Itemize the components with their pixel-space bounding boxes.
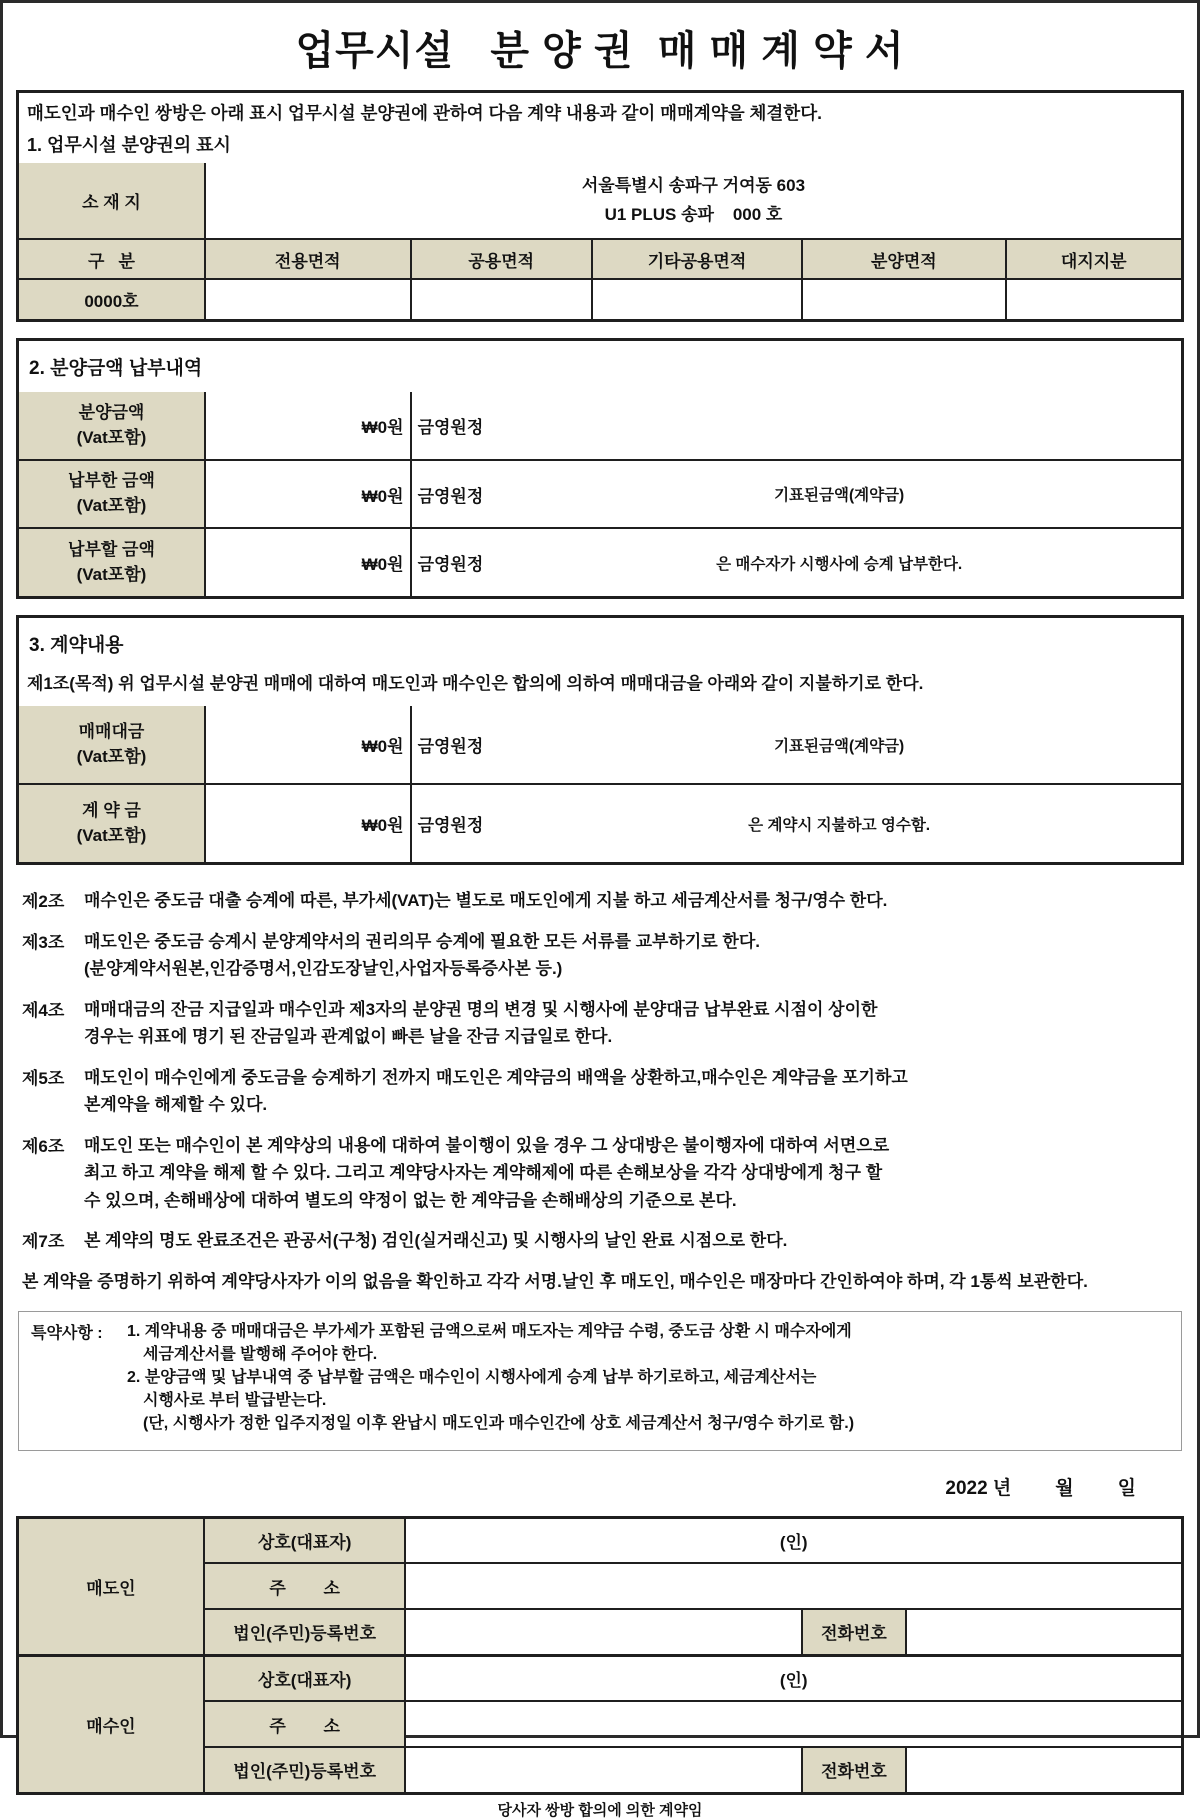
amount-note: 은 매수자가 시행사에 승계 납부한다. — [716, 555, 963, 573]
payment-row-paid-amount — [19, 460, 1181, 528]
special-terms-label: 특약사항 : — [31, 1324, 103, 1342]
clause-2: 제2조 매수인은 중도금 대출 승계에 따른, 부가세(VAT)는 별도로 매도인에게 지불 하고 세금계산서를 청구/영수 한다. — [22, 887, 1178, 915]
row-label: 납부할 금액 (Vat포함) — [19, 528, 205, 596]
clause-number: 제3조 — [22, 932, 65, 952]
column-header-land-share: 대지지분 — [1006, 239, 1182, 279]
clause-number: 제7조 — [22, 1232, 65, 1252]
phone-label: 전화번호 — [802, 1747, 907, 1793]
special-terms-lines: 1. 계약내용 중 매매대금은 부가세가 포함된 금액으로써 매도자는 계약금 수령, 중도금 상환 시 매수자에게 세금계산서를 발행해 주어야 한다. 2. 분양금액 및 납부내역 중 납부할 금액은 매수인이 시행사에게 승계 납부 하기로하고, 세금계산서는 시행사로 부터 발급받는다. (단, 시행사가 정한 입주지정일 이후 완납시 매도인과 매수인간에 상호 세금계산서 청구/영수 하기로 함.) — [127, 1322, 855, 1433]
address-label: 주 소 — [204, 1563, 406, 1609]
clause-number: 제5조 — [22, 1068, 65, 1088]
amount-note: 기표된금액(계약금) — [774, 737, 905, 755]
location-row — [19, 163, 1181, 239]
hangul-amount: 금영원정 — [417, 555, 484, 574]
section3-box — [16, 615, 1184, 865]
clause-7: 제7조 본 계약의 명도 완료조건은 관공서(구청) 검인(실거래신고) 및 시행사의 날인 완료 시점으로 한다. — [22, 1227, 1178, 1255]
amount-text-cell — [411, 706, 1181, 784]
address-line1: 서울특별시 송파구 거여동 603 — [581, 175, 806, 195]
contract-amount-table — [19, 706, 1181, 862]
clause-number: 제2조 — [22, 892, 65, 911]
address-line2: U1 PLUS 송파 000 호 — [604, 204, 783, 224]
row-label: 납부한 금액 (Vat포함) — [19, 460, 205, 528]
column-header-exclusive-area: 전용면적 — [205, 239, 411, 279]
contract-row-deposit — [19, 784, 1181, 862]
property-table — [19, 163, 1181, 319]
closing-paragraph: 본 계약을 증명하기 위하여 계약당사자가 이의 없음을 확인하고 각각 서명.날인 후 매도인, 매수인은 매장마다 간인하여야 하며, 각 1통씩 보관한다. — [22, 1271, 1088, 1291]
intro-text: 매도인과 매수인 쌍방은 아래 표시 업무시설 분양권에 관하여 다음 계약 내용과 같이 매매계약을 체결한다. — [27, 103, 822, 123]
section1-heading: 1. 업무시설 분양권의 표시 — [27, 135, 231, 155]
contract-row-sale-price — [19, 706, 1181, 784]
registration-label: 법인(주민)등록번호 — [204, 1609, 406, 1655]
section2-box — [16, 338, 1184, 599]
payment-table — [19, 392, 1181, 596]
hangul-amount: 금영원정 — [417, 737, 484, 756]
section2-heading: 2. 분양금액 납부내역 — [29, 358, 203, 379]
amount-text-cell — [411, 460, 1181, 528]
date-day: 일 — [1117, 1477, 1136, 1499]
amount-cell: ₩0원 — [205, 784, 411, 862]
clauses-section — [16, 881, 1184, 1297]
clause-4: 제4조 매매대금의 잔금 지급일과 매수인과 제3자의 분양권 명의 변경 및 시행사에 분양대금 납부완료 시점이 상이한 경우는 위표에 명기 된 잔금일과 관계없이 빠른 날을 잔금 지급일로 한다. — [22, 996, 1178, 1051]
clause-number: 제4조 — [22, 1000, 65, 1020]
document-title: 업무시설 분 양 권 매 매 계 약 서 — [295, 29, 905, 73]
unit-number-label: 0000호 — [19, 279, 205, 319]
row-label: 계 약 금 (Vat포함) — [19, 784, 205, 862]
seller-phone-value — [906, 1609, 1182, 1655]
hangul-amount: 금영원정 — [417, 486, 484, 506]
company-label: 상호(대표자) — [204, 1517, 406, 1563]
date-year: 2022 년 — [945, 1477, 1012, 1499]
other-common-area-cell — [592, 279, 802, 319]
common-area-cell — [411, 279, 592, 319]
row-label: 매매대금 (Vat포함) — [19, 706, 205, 784]
buyer-company-value: (인) — [405, 1655, 1182, 1701]
amount-cell: ₩0원 — [205, 392, 411, 460]
clause-3: 제3조 매도인은 중도금 승계시 분양계약서의 권리의무 승계에 필요한 모든 서류를 교부하기로 한다. (분양계약서원본,인감증명서,인감도장날인,사업자등록증사본 등.) — [22, 928, 1178, 983]
land-share-cell — [1006, 279, 1182, 319]
area-header-row — [19, 239, 1181, 279]
buyer-company-row — [18, 1655, 1183, 1701]
signature-table — [16, 1516, 1184, 1795]
buyer-address-value — [405, 1701, 1182, 1747]
location-label: 소 재 지 — [19, 163, 205, 239]
exclusive-area-cell — [205, 279, 411, 319]
footer-note: 당사자 쌍방 합의에 의한 계약임 — [497, 1801, 703, 1819]
hangul-amount: 금영원정 — [417, 418, 484, 437]
seller-company-row — [18, 1517, 1183, 1563]
amount-cell: ₩0원 — [205, 706, 411, 784]
amount-text-cell — [411, 528, 1181, 596]
amount-note: 은 계약시 지불하고 영수함. — [748, 816, 931, 834]
contract-date — [16, 1463, 1184, 1516]
column-header-other-common-area: 기타공용면적 — [592, 239, 802, 279]
payment-row-payable-amount — [19, 528, 1181, 596]
column-header-gubun: 구 분 — [19, 239, 205, 279]
amount-cell: ₩0원 — [205, 460, 411, 528]
phone-label: 전화번호 — [802, 1609, 907, 1655]
buyer-label: 매수인 — [18, 1655, 204, 1793]
supply-area-cell — [802, 279, 1005, 319]
seller-address-value — [405, 1563, 1182, 1609]
section3-heading: 3. 계약내용 — [29, 635, 124, 656]
unit-data-row — [19, 279, 1181, 319]
seller-registration-value — [405, 1609, 801, 1655]
location-value — [205, 163, 1181, 239]
amount-note: 기표된금액(계약금) — [774, 487, 905, 504]
amount-text-cell — [411, 784, 1181, 862]
company-label: 상호(대표자) — [204, 1655, 406, 1701]
section1-box — [16, 90, 1184, 322]
amount-text-cell — [411, 392, 1181, 460]
article1-text: 제1조(목적) 위 업무시설 분양권 매매에 대하여 매도인과 매수인은 합의에 의하여 매매대금을 아래와 같이 지불하기로 한다. — [27, 674, 924, 693]
payment-row-sale-amount — [19, 392, 1181, 460]
address-label: 주 소 — [204, 1701, 406, 1747]
clause-5: 제5조 매도인이 매수인에게 중도금을 승계하기 전까지 매도인은 계약금의 배액을 상환하고,매수인은 계약금을 포기하고 본계약을 해제할 수 있다. — [22, 1064, 1178, 1119]
registration-label: 법인(주민)등록번호 — [204, 1747, 406, 1793]
clause-6: 제6조 매도인 또는 매수인이 본 계약상의 내용에 대하여 불이행이 있을 경우 그 상대방은 불이행자에 대하여 서면으로 최고 하고 계약을 해제 할 수 있다. 그리고 계약당사자는 계약해제에 따른 손해보상을 각각 상대방에게 청구 할 수 있으며, 손해배상에 대하여 별도의 약정이 없는 한 계약금을 손해배상의 기준으로 본다. — [22, 1132, 1178, 1215]
special-terms-box — [18, 1311, 1182, 1451]
clause-number: 제6조 — [22, 1136, 65, 1156]
buyer-registration-value — [405, 1747, 801, 1793]
seller-label: 매도인 — [18, 1517, 204, 1655]
row-label: 분양금액 (Vat포함) — [19, 392, 205, 460]
seller-company-value: (인) — [405, 1517, 1182, 1563]
amount-cell: ₩0원 — [205, 528, 411, 596]
column-header-common-area: 공용면적 — [411, 239, 592, 279]
date-month: 월 — [1055, 1477, 1074, 1499]
column-header-supply-area: 분양면적 — [802, 239, 1005, 279]
hangul-amount: 금영원정 — [417, 816, 484, 835]
buyer-phone-value — [906, 1747, 1182, 1793]
